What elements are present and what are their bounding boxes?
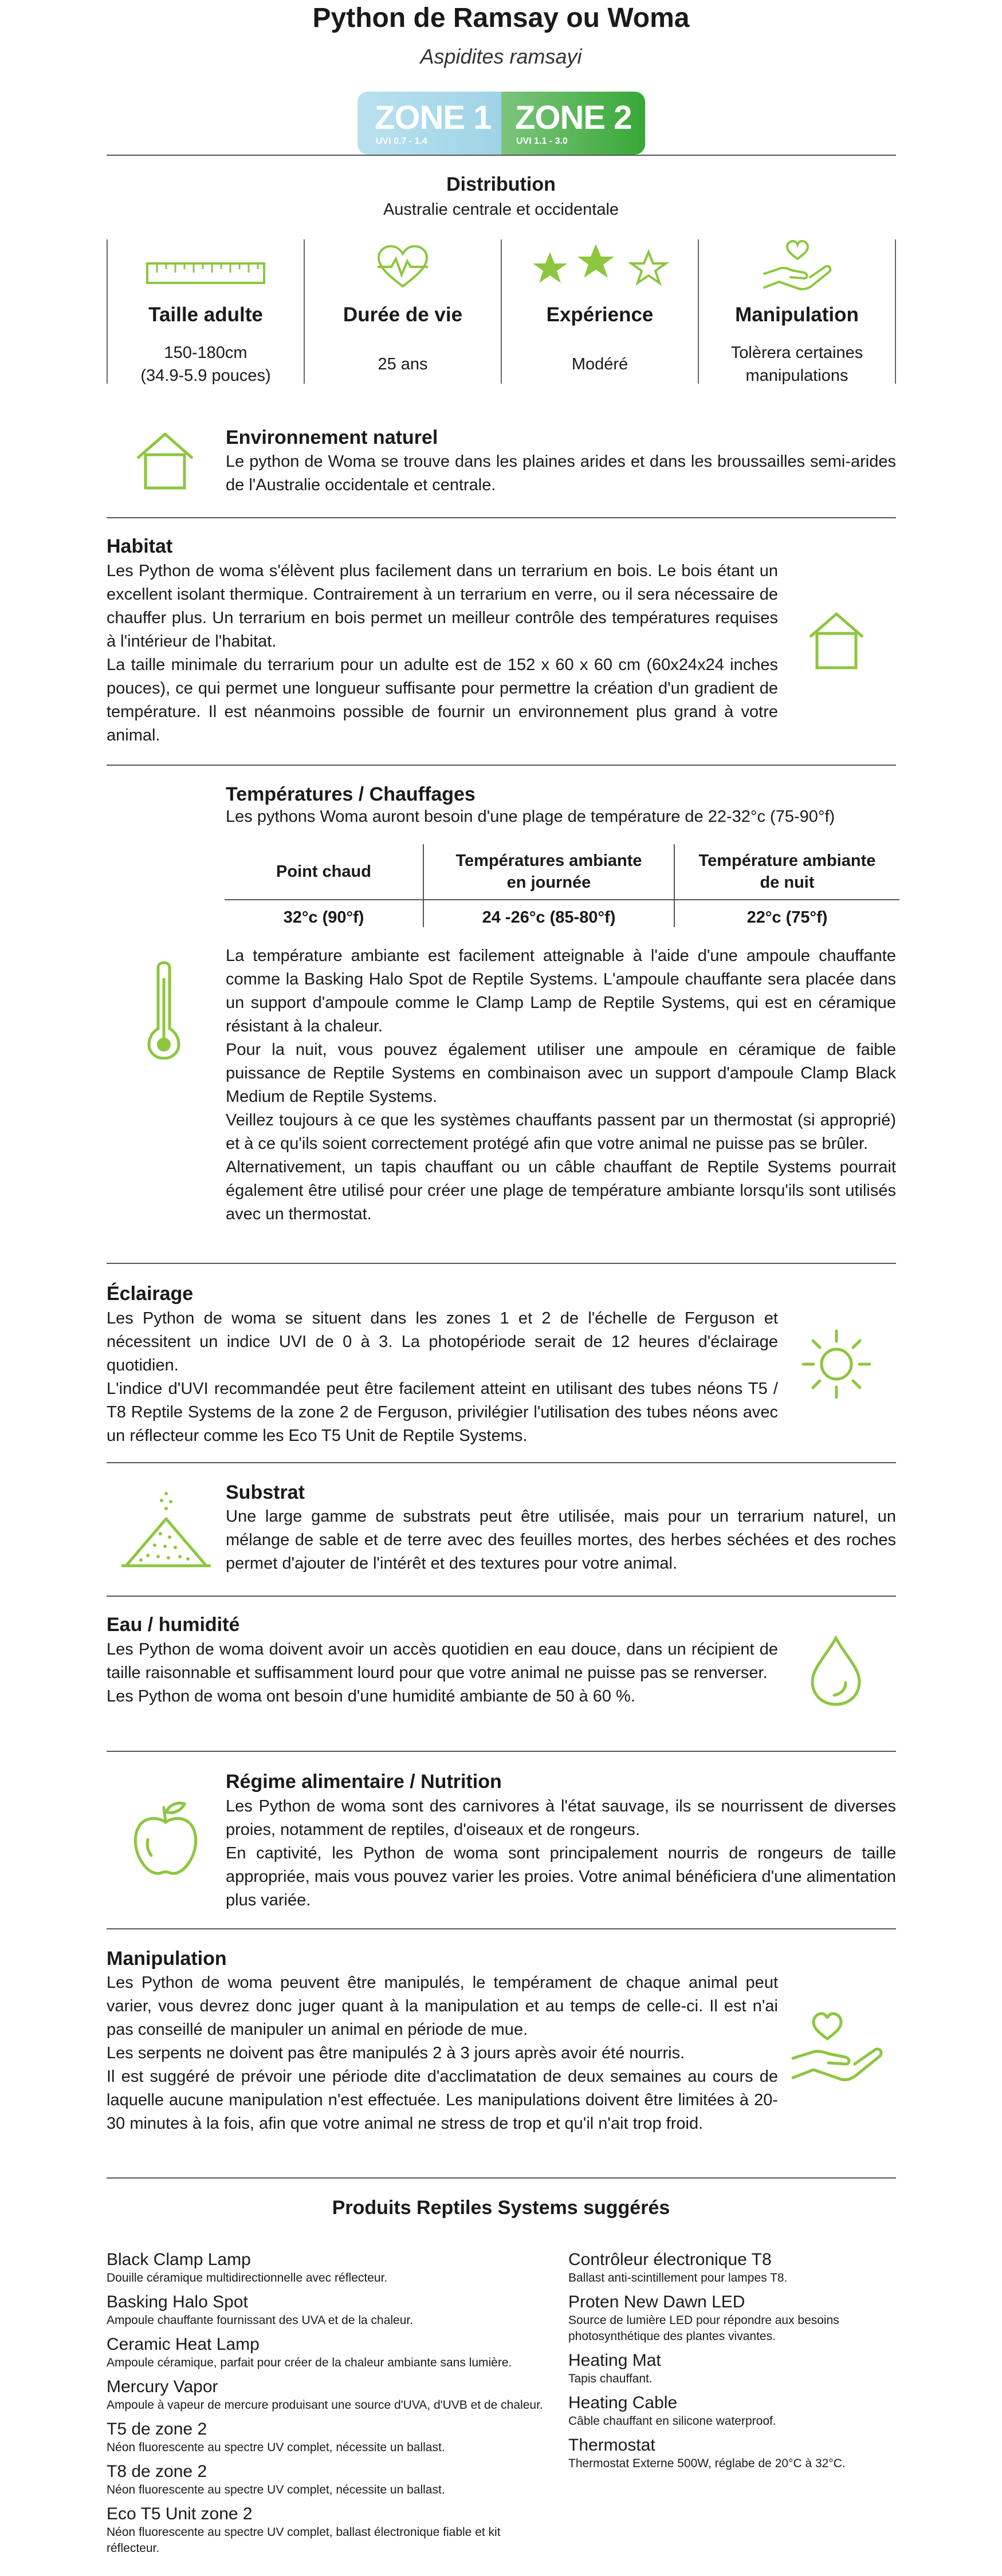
product-item <box>568 2292 889 2345</box>
table-header: Point chaud <box>225 844 423 900</box>
zone-badge <box>357 92 645 155</box>
zone1-uvi: UVI 0.7 - 1.4 <box>376 136 427 146</box>
thermometer-icon <box>147 961 181 1059</box>
section-title: Éclairage <box>107 1283 194 1305</box>
product-name: Thermostat <box>568 2436 655 2455</box>
product-desc: Néon fluorescente au spectre UV complet, nécessite un ballast. <box>107 2441 445 2454</box>
stars-icon <box>528 242 671 290</box>
section-text: Les Python de woma doivent avoir un accès quotidien en eau douce, dans un récipient de taille raisonnable et suffisamment lourd pour que votre animal ne puisse pas se renverser. Les Python de woma ont besoin d'une humidité ambiante de 50 à 60 %. <box>107 1640 778 1705</box>
product-desc: Ampoule à vapeur de mercure produisant une source d'UVA, d'UVB et de chaleur. <box>107 2398 543 2412</box>
hand-heart-icon <box>791 2010 885 2085</box>
product-desc: Source de lumière LED pour répondre aux besoins photosynthétique des plantes vivantes. <box>568 2314 839 2343</box>
sun-icon <box>800 1328 873 1401</box>
product-desc: Câble chauffant en silicone waterproof. <box>568 2414 776 2428</box>
product-item <box>107 2504 548 2557</box>
product-name: Mercury Vapor <box>107 2377 218 2396</box>
zone1-label: ZONE 1 <box>375 99 492 136</box>
ruler-icon <box>146 251 266 285</box>
product-name: Heating Cable <box>568 2393 678 2412</box>
zone1-badge <box>357 92 501 155</box>
section-text: La température ambiante est facilement atteignable à l'aide d'une ampoule chauffante comme la Basking Halo Spot de Reptile Systems. L'ampoule chauffante sera placée dans un support d'ampoule comme le Clamp Lamp de Reptile Systems, qui est en céramique résistant à la chaleur. Pour la nuit, vous pouvez également utiliser une ampoule en céramique de faible puissance de Reptile Systems en combinaison avec un support d'ampoule Clamp Black Medium de Reptile Systems. Veillez toujours à ce que les systèmes chauffants passent par un thermostat (si approprié) et à ce qu'ils soient correctement protégé afin que votre animal ne puisse pas se brûler. Alternativement, un tapis chauffant ou un câble chauffant de Reptile Systems pourrait également être utilisé pour créer une plage de température ambiante lorsqu'ils sont utilisés avec un thermostat. <box>226 947 896 1223</box>
products-title: Produits Reptiles Systems suggérés <box>332 2197 670 2219</box>
page-title: Python de Ramsay ou Woma <box>312 3 690 33</box>
sand-pile-icon <box>120 1489 212 1569</box>
products-left-list <box>107 2250 548 2562</box>
product-name: T5 de zone 2 <box>107 2420 207 2439</box>
product-name: Black Clamp Lamp <box>107 2250 251 2269</box>
product-name: T8 de zone 2 <box>107 2462 207 2481</box>
product-name: Proten New Dawn LED <box>568 2293 745 2311</box>
section-text: Les Python de woma s'élèvent plus facilement dans un terrarium en bois. Le bois étant un excellent isolant thermique. Contrairement à un terrarium en verre, ou il sera nécessaire de chauffer plus. Un terrarium en bois permet un meilleur contrôle des températures requises à l'intérieur de l'habitat. La taille minimale du terrarium pour un adulte est de 152 x 60 x 60 cm (60x24x24 inches pouces), ce qui permet une longueur suffisante pour permettre la création d'un gradient de température. Il est néanmoins possible de fournir un environnement plus grand à votre animal. <box>107 562 778 745</box>
latin-name: Aspidites ramsayi <box>420 45 582 68</box>
product-item <box>107 2419 548 2456</box>
section-title: Habitat <box>107 535 173 557</box>
section-title: Régime alimentaire / Nutrition <box>226 1771 502 1793</box>
stat-title: Taille adulte <box>148 304 263 326</box>
section-title: Environnement naturel <box>226 427 438 448</box>
product-item <box>568 2350 889 2387</box>
zone2-badge <box>501 92 645 155</box>
divider <box>107 517 896 518</box>
product-item <box>107 2377 548 2413</box>
hand-heart-icon <box>762 239 833 292</box>
product-desc: Douille céramique multidirectionnelle avec réflecteur. <box>107 2271 388 2284</box>
divider <box>107 1751 896 1752</box>
section-text: Le python de Woma se trouve dans les plaines arides et dans les broussailles semi-arides de l'Australie occidentale et centrale. <box>226 452 896 494</box>
table-header: Températures ambiante en journée <box>423 844 674 900</box>
distribution-title: Distribution <box>446 174 556 195</box>
water-drop-icon <box>810 1636 862 1707</box>
section-text: Les Python de woma peuvent être manipulés, le tempérament de chaque animal peut varier, vous devrez donc juger quant à la manipulation et au temps de celle-ci. Il est n'ai pas conseillé de manipuler un animal en période de mue. Les serpents ne doivent pas être manipulés 2 à 3 jours après avoir été nourris. Il est suggéré de prévoir une période dite d'acclimatation de deux semaines au cours de laquelle aucune manipulation n'est effectuée. Les manipulations doivent être limitées à 20-30 minutes à la fois, afin que votre animal ne stress de trop et qu'il n'ait trop froid. <box>107 1974 778 2133</box>
product-item <box>568 2250 889 2286</box>
stat-value: 150-180cm (34.9-5.9 pouces) <box>140 344 271 385</box>
stat-value: Modéré <box>571 355 628 373</box>
divider <box>107 1928 896 1929</box>
divider <box>107 1462 896 1463</box>
table-cell: 22°c (75°f) <box>674 900 899 927</box>
divider <box>107 155 896 156</box>
product-item <box>568 2393 889 2429</box>
divider <box>895 239 896 384</box>
product-item <box>107 2461 548 2498</box>
section-text: Les Python de woma se situent dans les zones 1 et 2 de l'échelle de Ferguson et nécessitent un indice UVI de 0 à 3. La photopériode serait de 12 heures d'éclairage quotidien. L'indice d'UVI recommandée peut être facilement atteint en utilisant des tubes néons T5 / T8 Reptile Systems de la zone 2 de Ferguson, privilégier l'utilisation des tubes néons avec un réflecteur comme les Eco T5 Unit de Reptile Systems. <box>107 1309 778 1445</box>
divider <box>107 2177 896 2179</box>
product-name: Eco T5 Unit zone 2 <box>107 2504 253 2523</box>
product-desc: Néon fluorescente au spectre UV complet, nécessite un ballast. <box>107 2483 445 2496</box>
stat-value: Tolèrera certaines manipulations <box>730 344 863 385</box>
products-right-list <box>568 2250 889 2477</box>
table-header: Température ambiante de nuit <box>674 844 899 900</box>
divider <box>107 1263 896 1264</box>
section-title: Eau / humidité <box>107 1614 240 1636</box>
product-item <box>568 2435 889 2472</box>
apple-icon <box>132 1799 199 1877</box>
zone2-label: ZONE 2 <box>515 99 632 136</box>
stat-title: Manipulation <box>735 304 859 326</box>
stat-value: 25 ans <box>378 355 428 373</box>
stat-title: Durée de vie <box>343 304 463 326</box>
zone2-uvi: UVI 1.1 - 3.0 <box>516 136 568 146</box>
product-desc: Thermostat Externe 500W, réglabe de 20°C à 32°C. <box>568 2457 846 2470</box>
divider <box>107 1596 896 1597</box>
section-subtitle: Les pythons Woma auront besoin d'une plage de température de 22-32°c (75-90°f) <box>226 808 835 826</box>
table-cell: 32°c (90°f) <box>283 908 364 927</box>
product-name: Ceramic Heat Lamp <box>107 2335 260 2354</box>
section-title: Substrat <box>226 1482 305 1503</box>
product-desc: Tapis chauffant. <box>568 2372 653 2385</box>
product-desc: Ampoule céramique, parfait pour créer de la chaleur ambiante sans lumière. <box>107 2356 512 2369</box>
product-name: Contrôleur électronique T8 <box>568 2250 772 2269</box>
product-item <box>107 2334 548 2371</box>
product-item <box>107 2250 548 2286</box>
product-item <box>107 2292 548 2329</box>
stat-title: Expérience <box>546 304 654 326</box>
product-name: Heating Mat <box>568 2351 661 2370</box>
divider <box>107 765 896 766</box>
section-title: Manipulation <box>107 1948 227 1970</box>
product-desc: Ampoule chauffante fournissant des UVA et de la chaleur. <box>107 2314 414 2327</box>
product-desc: Néon fluorescente au spectre UV complet, ballast électronique fiable et kit réflecteur. <box>107 2526 501 2555</box>
heartbeat-icon <box>376 244 429 290</box>
product-desc: Ballast anti-scintillement pour lampes T8. <box>568 2271 788 2284</box>
temperature-table <box>225 844 899 927</box>
table-cell: 24 -26°c (85-80°f) <box>423 900 674 927</box>
section-text: Les Python de woma sont des carnivores à l'état sauvage, ils se nourrissent de diverses proies, notamment de reptiles, d'oiseaux et de rongeurs. En captivité, les Python de woma sont principalement nourris de rongeurs de taille appropriée, mais vous pouvez varier les proies. Votre animal bénéficiera d'une alimentation plus variée. <box>226 1797 896 1909</box>
house-icon <box>808 610 865 670</box>
distribution-value: Australie centrale et occidentale <box>383 200 619 219</box>
section-title: Températures / Chauffages <box>226 783 476 805</box>
house-icon <box>135 431 195 490</box>
section-text: Une large gamme de substrats peut être utilisée, mais pour un terrarium naturel, un mélange de sable et de terre avec des feuilles mortes, des herbes séchées et des roches permet d'ajouter de l'intérêt et des textures pour votre animal. <box>226 1507 896 1573</box>
product-name: Basking Halo Spot <box>107 2293 248 2311</box>
